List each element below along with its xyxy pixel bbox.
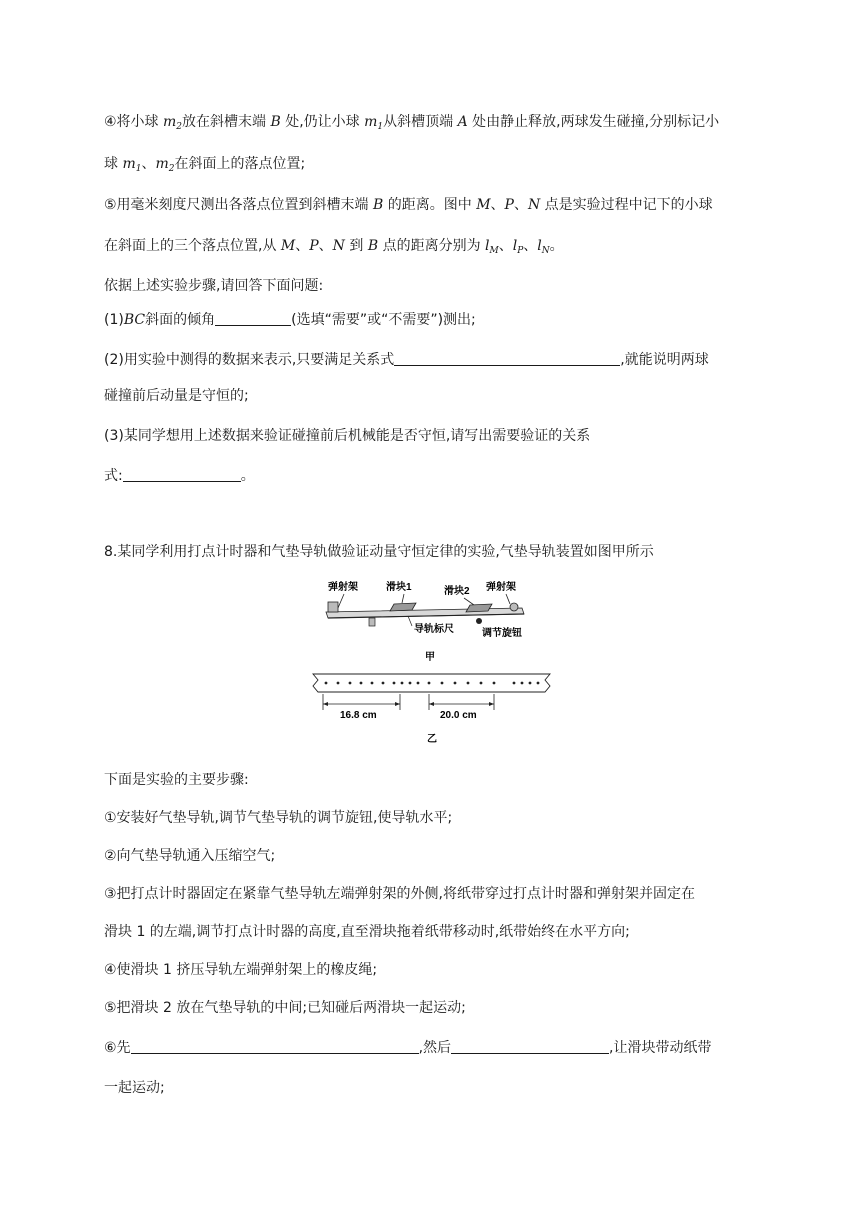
text: ,让滑块带动纸带 (609, 1040, 712, 1056)
question-3-line1: (3)某同学想用上述数据来验证碰撞前后机械能是否守恒,请写出需要验证的关系 (104, 428, 591, 444)
text: 的距离。图中 (383, 197, 477, 213)
problem-8-title: 8.某同学利用打点计时器和气垫导轨做验证动量守恒定律的实验,气垫导轨装置如图甲所示 (104, 544, 654, 560)
figure-jia-air-track (316, 574, 536, 666)
question-1 (104, 310, 476, 330)
var-B: B (270, 114, 281, 130)
text: 放在斜槽末端 (182, 114, 271, 130)
text: ⑥先 (104, 1040, 131, 1056)
step-4: ④使滑块 1 挤压导轨左端弹射架上的橡皮绳; (104, 962, 378, 978)
var-BC: BC (123, 312, 146, 328)
text: 、 (295, 238, 310, 254)
step-5: ⑤把滑块 2 放在气垫导轨的中间;已知碰后两滑块一起运动; (104, 1000, 466, 1016)
label-scale: 导轨标尺 (414, 624, 454, 635)
subscript: 1 (377, 122, 384, 132)
var-A: A (457, 114, 468, 130)
step5-line1 (104, 195, 713, 215)
text: ,然后 (418, 1040, 452, 1056)
var-N: N (527, 197, 541, 213)
text: 在斜面上的三个落点位置,从 (104, 238, 281, 254)
text: 式: (104, 468, 123, 484)
answer-blank-q1[interactable] (215, 311, 291, 326)
answer-blank-s6-first[interactable] (131, 1039, 419, 1054)
text: 处由静止释放,两球发生碰撞,分别标记小 (467, 114, 720, 130)
var-m: m (155, 156, 169, 172)
dimension-2: 20.0 cm (440, 710, 477, 721)
label-slider2: 滑块2 (444, 586, 470, 597)
text: (1) (104, 312, 124, 328)
text: ④将小球 (104, 114, 164, 130)
step4-line2 (104, 154, 305, 179)
step-6-line1 (104, 1038, 711, 1058)
text: 、 (498, 238, 513, 254)
var-B: B (373, 197, 384, 213)
dimension-1: 16.8 cm (340, 710, 377, 721)
answer-blank-s6-second[interactable] (451, 1039, 609, 1054)
subscript: N (541, 246, 550, 256)
var-l: l (485, 238, 490, 254)
slider1 (390, 603, 416, 611)
step4-line1 (104, 112, 719, 137)
var-M: M (476, 197, 491, 213)
text: 、 (513, 197, 528, 213)
steps-intro: 下面是实验的主要步骤: (104, 772, 249, 788)
text: 。 (549, 238, 564, 254)
subscript: 2 (176, 122, 183, 132)
figure-yi-tape (308, 668, 558, 746)
var-N: N (332, 238, 345, 254)
knob (476, 618, 482, 624)
text: 到 (344, 238, 368, 254)
label-spring-right: 弹射架 (486, 582, 516, 593)
intro-line: 依据上述实验步骤,请回答下面问题: (104, 278, 324, 294)
subscript: M (489, 246, 499, 256)
var-l: l (537, 238, 542, 254)
step-3-line2: 滑块 1 的左端,调节打点计时器的高度,直至滑块拖着纸带移动时,纸带始终在水平方向; (104, 924, 630, 940)
subscript: 2 (168, 164, 175, 174)
step-3-line1: ③把打点计时器固定在紧靠气垫导轨左端弹射架的外侧,将纸带穿过打点计时器和弹射架并固定在 (104, 886, 695, 902)
var-M: M (280, 238, 296, 254)
var-l: l (512, 238, 518, 254)
label-slider1: 滑块1 (386, 582, 412, 593)
subscript: P (517, 246, 524, 256)
var-m: m (364, 114, 378, 130)
step-1: ①安装好气垫导轨,调节气垫导轨的调节旋钮,使导轨水平; (104, 810, 453, 826)
text: ,就能说明两球 (620, 352, 709, 368)
var-P: P (309, 238, 319, 254)
text: 、 (523, 238, 538, 254)
text: ⑤用毫米刻度尺测出各落点位置到斜槽末端 (104, 197, 373, 213)
var-m: m (163, 114, 177, 130)
text: (选填“需要”或“不需要”)测出; (291, 312, 476, 328)
text: 在斜面上的落点位置; (174, 156, 306, 172)
caption-jia: 甲 (425, 652, 435, 663)
label-spring-left: 弹射架 (328, 582, 358, 593)
text: (2)用实验中测得的数据来表示,只要满足关系式 (104, 352, 395, 368)
text: 、 (490, 197, 505, 213)
step-2: ②向气垫导轨通入压缩空气; (104, 848, 276, 864)
var-P: P (504, 197, 514, 213)
subscript: 1 (135, 164, 142, 174)
text: 点的距离分别为 (378, 238, 486, 254)
text: 处,仍让小球 (280, 114, 365, 130)
answer-blank-q3[interactable] (123, 467, 241, 482)
step5-line2 (104, 236, 564, 261)
label-knob: 调节旋钮 (482, 628, 522, 639)
answer-blank-q2[interactable] (394, 351, 620, 366)
question-2-line2: 碰撞前后动量是守恒的; (104, 388, 249, 404)
slider2 (466, 604, 492, 612)
text: 球 (104, 156, 123, 172)
var-B: B (367, 238, 379, 254)
var-m: m (122, 156, 136, 172)
question-2-line1 (104, 350, 709, 370)
text: 点是实验过程中记下的小球 (540, 197, 713, 213)
text: 斜面的倾角 (145, 312, 216, 328)
step-6-line2: 一起运动; (104, 1080, 165, 1096)
text: 、 (318, 238, 333, 254)
text: 。 (240, 468, 255, 484)
caption-yi: 乙 (427, 734, 437, 745)
text: 、 (141, 156, 156, 172)
question-3-line2 (104, 466, 255, 486)
text: 从斜槽顶端 (383, 114, 458, 130)
